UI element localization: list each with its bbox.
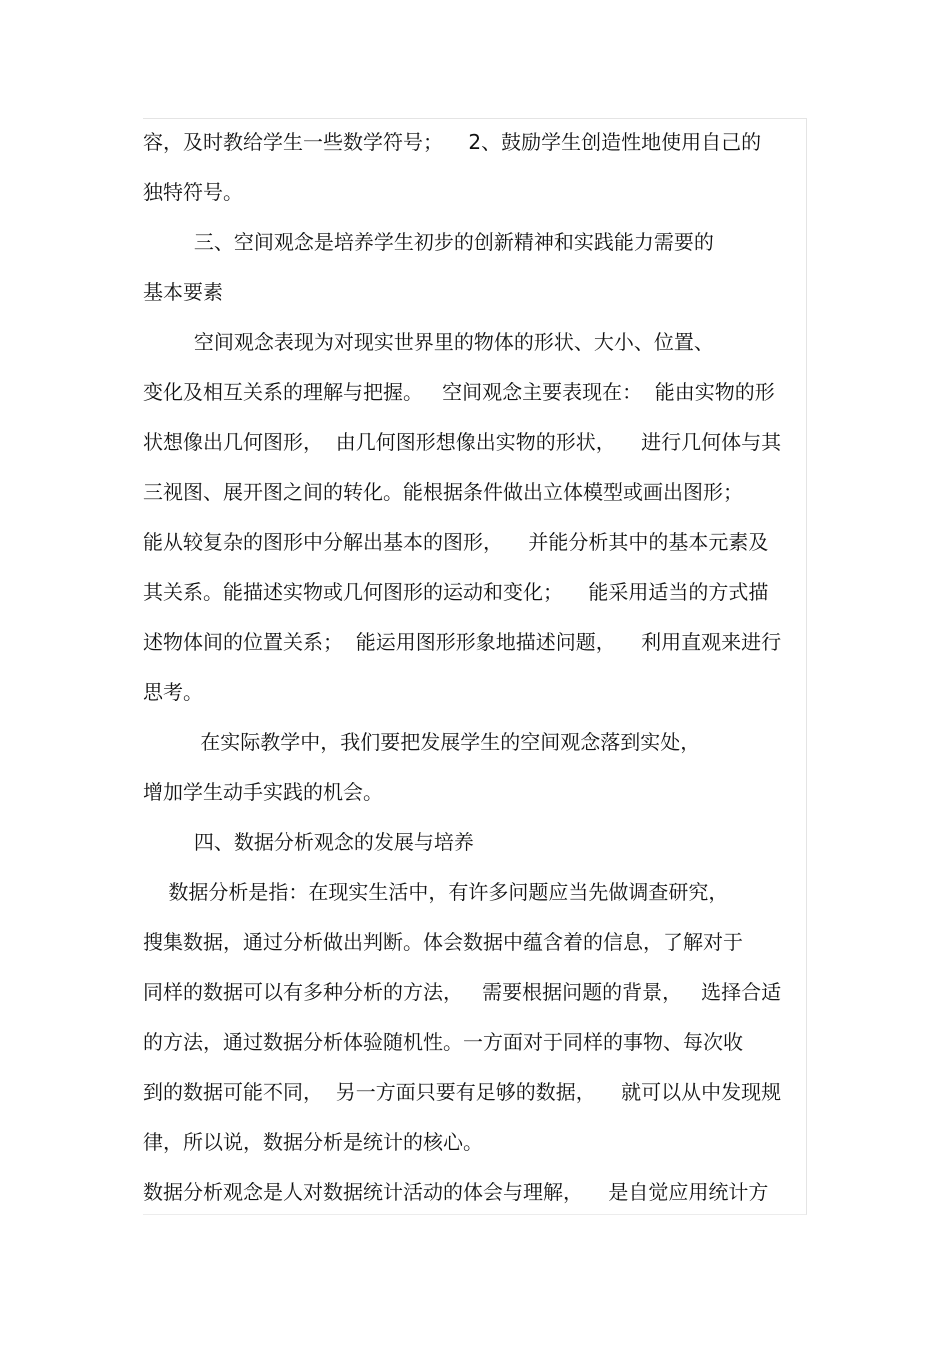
text-line-7: 状想像出几何图形， 由几何图形想像出实物的形状， 进行几何体与其 [143, 430, 782, 454]
text-line-8: 三视图、展开图之间的转化。能根据条件做出立体模型或画出图形； [143, 480, 743, 504]
text-line-5: 空间观念表现为对现实世界里的物体的形状、大小、位置、 [143, 330, 714, 354]
text-line-2: 独特符号。 [143, 180, 243, 204]
text-line-19: 的方法，通过数据分析体验随机性。一方面对于同样的事物、每次收 [143, 1030, 743, 1054]
text-line-1: 容，及时教给学生一些数学符号； 2、鼓励学生创造性地使用自己的 [143, 130, 762, 154]
document-page [143, 118, 807, 1215]
text-line-13: 在实际教学中，我们要把发展学生的空间观念落到实处， [143, 730, 701, 754]
text-line-22: 数据分析观念是人对数据统计活动的体会与理解， 是自觉应用统计方 [143, 1180, 769, 1204]
text-line-15-heading: 四、数据分析观念的发展与培养 [143, 830, 474, 854]
text-line-17: 搜集数据，通过分析做出判断。体会数据中蕴含着的信息，了解对于 [143, 930, 743, 954]
text-line-10: 其关系。能描述实物或几何图形的运动和变化； 能采用适当的方式描 [143, 580, 769, 604]
text-line-3-heading: 三、空间观念是培养学生初步的创新精神和实践能力需要的 [143, 230, 714, 254]
text-line-12: 思考。 [143, 680, 203, 704]
text-line-14: 增加学生动手实践的机会。 [143, 780, 383, 804]
text-line-4: 基本要素 [143, 280, 223, 304]
text-line-6: 变化及相互关系的理解与把握。 空间观念主要表现在： 能由实物的形 [143, 380, 775, 404]
text-line-21: 律，所以说，数据分析是统计的核心。 [143, 1130, 483, 1154]
text-line-18: 同样的数据可以有多种分析的方法， 需要根据问题的背景， 选择合适 [143, 980, 782, 1004]
text-line-11: 述物体间的位置关系； 能运用图形形象地描述问题， 利用直观来进行 [143, 630, 782, 654]
text-line-9: 能从较复杂的图形中分解出基本的图形， 并能分析其中的基本元素及 [143, 530, 769, 554]
text-line-16: 数据分析是指：在现实生活中，有许多问题应当先做调查研究， [143, 880, 729, 904]
text-line-20: 到的数据可能不同， 另一方面只要有足够的数据， 就可以从中发现规 [143, 1080, 782, 1104]
